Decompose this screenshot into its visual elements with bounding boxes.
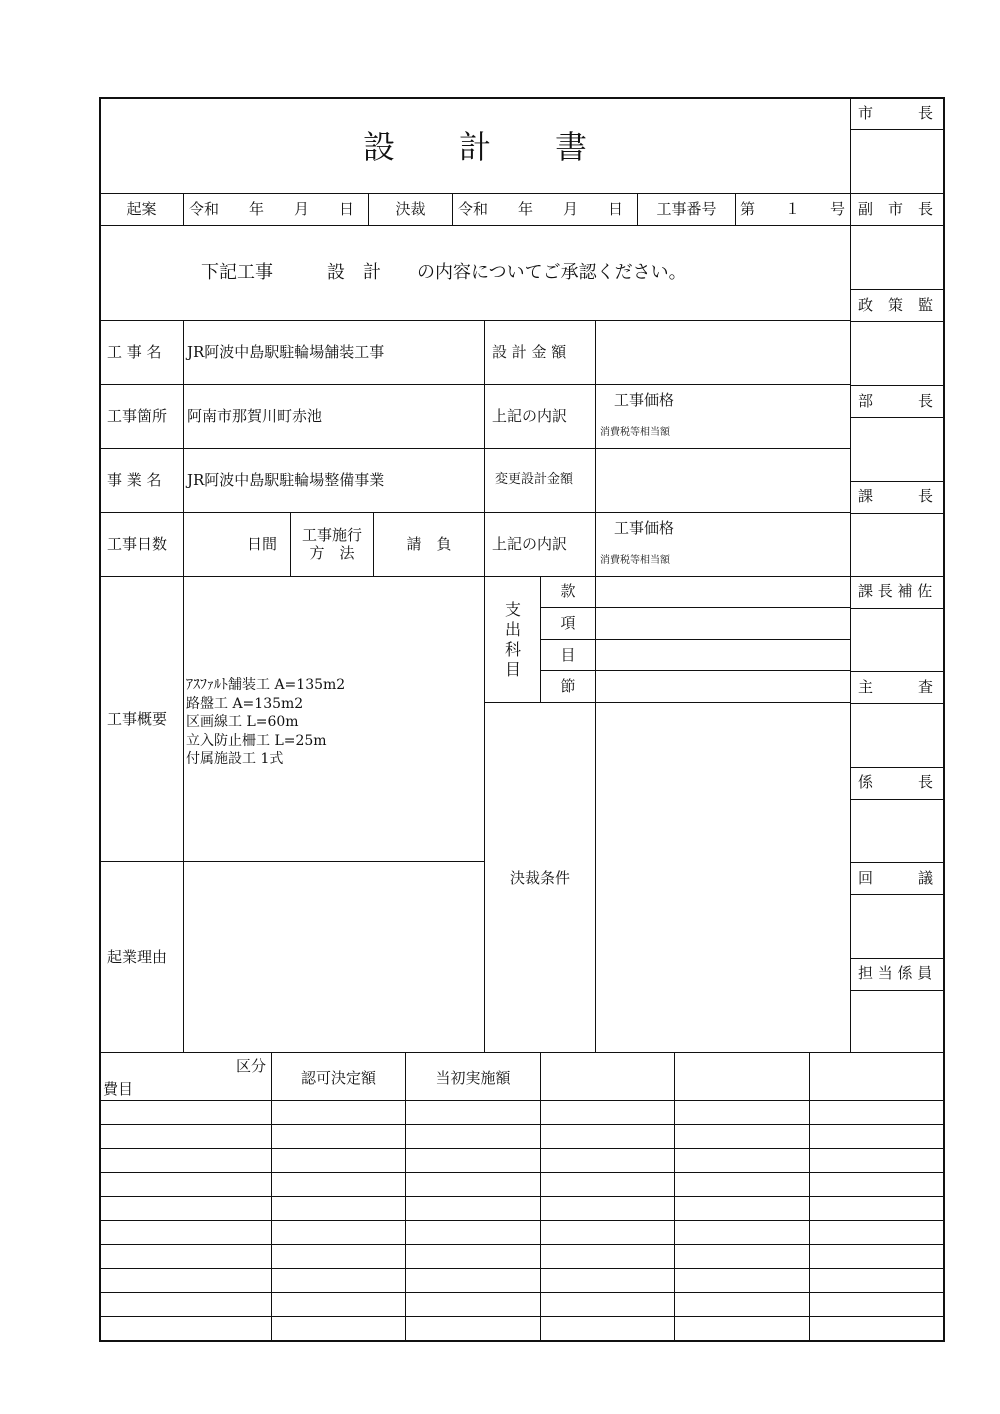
- himoku-label: 費目: [103, 1080, 134, 1098]
- kouji-kasho-label: 工事箇所: [107, 407, 168, 425]
- approver-kakarichou: 係 長: [858, 773, 934, 791]
- gaiyou-line: 区画線工 L=60m: [186, 714, 299, 730]
- approver-shichou: 市 長: [858, 104, 934, 122]
- kouji-kakaku-label-2: 工事価格: [614, 519, 675, 537]
- approver-kachou: 課 長: [858, 487, 934, 505]
- approver-buchou: 部 長: [858, 392, 934, 410]
- kouji-mei-value: JR阿波中島駅駐輪場舗装工事: [187, 343, 385, 361]
- sekou-houhou-label-2: 方 法: [309, 544, 355, 562]
- jigyou-mei-label: 事 業 名: [107, 471, 162, 489]
- jouki-uchiwake-label-2: 上記の内訳: [492, 535, 568, 553]
- sekkei-kingaku-label: 設 計 金 額: [492, 343, 567, 361]
- approver-tantou: 担 当 係 員: [858, 964, 933, 982]
- gaiyou-line: 付属施設工 1式: [186, 751, 284, 767]
- gaiyou-label: 工事概要: [107, 710, 168, 728]
- ukeoi-label: 請 負: [406, 535, 452, 553]
- shishutsu-kan: 款: [560, 582, 576, 600]
- nichikan-label: 日間: [247, 535, 278, 553]
- shishutsu-kamoku-label: 支 出 科 目: [504, 600, 521, 679]
- kouji-nissu-label: 工事日数: [107, 535, 168, 553]
- shishutsu-moku: 目: [560, 646, 576, 664]
- shouhizei-label: 消費税等相当額: [600, 427, 670, 438]
- kessai-date: 令和 年 月 日: [458, 200, 624, 218]
- cost-header: 当初実施額: [435, 1069, 511, 1087]
- sekou-houhou-label-1: 工事施行: [301, 526, 362, 544]
- kouji-mei-label: 工 事 名: [107, 343, 162, 361]
- kian-label: 起案: [126, 200, 157, 218]
- shishutsu-setsu: 節: [560, 677, 576, 695]
- kouji-bango-value: 第 １ 号: [740, 200, 846, 218]
- approver-shusa: 主 査: [858, 678, 934, 696]
- shishutsu-kou: 項: [560, 614, 576, 632]
- kouji-kasho-value: 阿南市那賀川町赤池: [187, 407, 323, 425]
- kessai-label: 決裁: [395, 200, 426, 218]
- shouhizei-label-2: 消費税等相当額: [600, 555, 670, 566]
- approver-kachou-hosa: 課 長 補 佐: [858, 582, 933, 600]
- kubun-label: 区分: [236, 1057, 267, 1075]
- approver-kaigi: 回 議: [858, 869, 934, 887]
- gaiyou-lines: [186, 676, 345, 769]
- gaiyou-line: 立入防止柵工 L=25m: [186, 732, 327, 749]
- kian-date: 令和 年 月 日: [189, 200, 355, 218]
- approval-sentence: 下記工事 設 計 の内容についてご承認ください。: [201, 262, 687, 283]
- document-title: 設 計 書: [362, 128, 587, 166]
- gaiyou-line: 路盤工 A=135m2: [186, 695, 304, 712]
- approver-seisakukan: 政 策 監: [858, 296, 934, 314]
- cost-header: 認可決定額: [300, 1069, 376, 1087]
- henkou-sekkei-label: 変更設計金額: [495, 472, 574, 487]
- kigyou-riyuu-label: 起業理由: [107, 948, 168, 966]
- approver-fukushichou: 副 市 長: [858, 200, 934, 218]
- gaiyou-line: ｱｽﾌｧﾙﾄ舗装工 A=135m2: [186, 677, 346, 693]
- kessai-jouken-label: 決裁条件: [509, 869, 570, 887]
- kouji-kakaku-label: 工事価格: [614, 391, 675, 409]
- jouki-uchiwake-label: 上記の内訳: [492, 407, 568, 425]
- jigyou-mei-value: JR阿波中島駅駐輪場整備事業: [187, 471, 385, 489]
- kouji-bango-label: 工事番号: [656, 200, 717, 218]
